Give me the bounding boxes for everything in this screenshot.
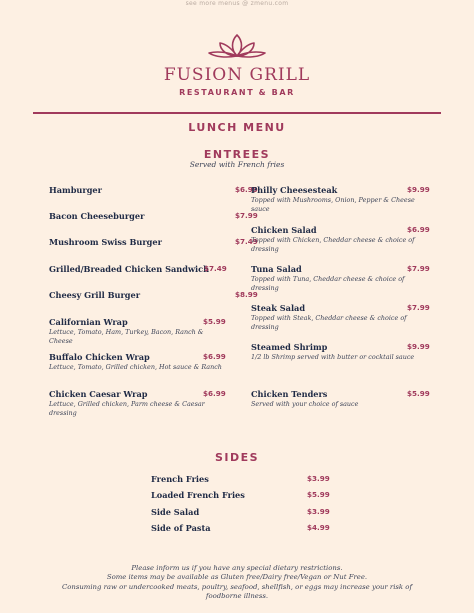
menu-item [49, 237, 259, 247]
item-name: Buffalo Chicken Wrap [49, 352, 150, 362]
item-description: 1/2 lb Shrimp served with butter or cocktail sauce [251, 353, 415, 361]
menu-item [251, 264, 430, 293]
menu-item [251, 303, 430, 332]
header-divider [33, 112, 441, 114]
notice-line: Some items may be available as Gluten free/Dairy free/Vegan or Nut Free. [106, 573, 368, 582]
menu-item [49, 389, 225, 418]
item-name: Chicken Tenders [251, 389, 328, 399]
item-price: $5.99 [203, 317, 226, 326]
item-price: $7.49 [204, 264, 227, 273]
menu-item [251, 225, 430, 254]
side-item [151, 490, 331, 500]
item-description: Lettuce, Tomato, Ham, Turkey, Bacon, Ranch & Cheese [49, 328, 204, 346]
item-description: Topped with Steak, Cheddar cheese & choice of dressing [251, 314, 407, 332]
item-price: $7.99 [407, 264, 430, 273]
item-price: $7.49 [235, 237, 258, 246]
menu-item [251, 342, 430, 362]
item-name: Chicken Caesar Wrap [49, 389, 148, 399]
item-price: $4.99 [307, 523, 330, 532]
watermark: see more menus @ zmenu.com [185, 0, 289, 7]
item-name: Philly Cheesesteak [251, 185, 338, 195]
item-price: $3.99 [307, 474, 330, 483]
side-item [151, 523, 331, 533]
notice-line: Consuming raw or undercooked meats, poultry, seafood, shellfish, or eggs may increase your risk of [61, 582, 413, 591]
restaurant-subtitle: RESTAURANT & BAR [179, 88, 295, 97]
item-name: Bacon Cheeseburger [49, 211, 145, 221]
item-price: $7.99 [407, 303, 430, 312]
restaurant-name: FUSION GRILL [163, 65, 311, 85]
item-name: French Fries [151, 474, 209, 484]
item-price: $5.99 [407, 389, 430, 398]
menu-item [49, 317, 225, 346]
item-description: Topped with Tuna, Cheddar cheese & choice of dressing [251, 275, 405, 293]
item-name: Chicken Salad [251, 225, 317, 235]
item-name: Californian Wrap [49, 317, 128, 327]
item-price: $7.99 [235, 211, 258, 220]
item-price: $6.99 [203, 352, 226, 361]
side-item [151, 507, 331, 517]
side-item [151, 474, 331, 484]
menu-item [49, 185, 259, 195]
menu-item [251, 185, 430, 214]
item-price: $5.99 [307, 490, 330, 499]
menu-item [251, 389, 430, 409]
menu-item [49, 264, 259, 274]
menu-item [49, 211, 259, 221]
item-price: $9.99 [407, 185, 430, 194]
item-name: Steak Salad [251, 303, 306, 313]
sides-title: SIDES [214, 451, 260, 464]
item-name: Grilled/Breaded Chicken Sandwich [49, 264, 210, 274]
menu-item [49, 352, 225, 372]
item-price: $6.99 [407, 225, 430, 234]
notice-line: foodborne illness. [205, 591, 269, 600]
item-description: Topped with Mushrooms, Onion, Pepper & Cheese sauce [251, 196, 415, 214]
item-price: $9.99 [407, 342, 430, 351]
item-name: Side of Pasta [151, 523, 211, 533]
item-price: $6.99 [203, 389, 226, 398]
item-description: Lettuce, Tomato, Grilled chicken, Hot sauce & Ranch [49, 363, 222, 371]
item-description: Served with your choice of sauce [251, 400, 359, 408]
item-description: Lettuce, Grilled chicken, Parm cheese & Caesar dressing [49, 400, 205, 418]
dietary-notice [0, 564, 474, 601]
item-name: Side Salad [151, 507, 200, 517]
item-price: $3.99 [307, 507, 330, 516]
entrees-subtitle: Served with French fries [189, 160, 285, 169]
item-price: $6.99 [235, 185, 258, 194]
item-name: Loaded French Fries [151, 490, 245, 500]
menu-title: LUNCH MENU [188, 121, 286, 134]
notice-line: Please inform us if you have any special dietary restrictions. [131, 564, 343, 572]
item-name: Cheesy Grill Burger [49, 290, 141, 300]
item-description: Topped with Chicken, Cheddar cheese & choice of dressing [251, 236, 415, 254]
item-name: Hamburger [49, 185, 102, 195]
item-name: Steamed Shrimp [251, 342, 328, 352]
menu-item [49, 290, 259, 300]
item-price: $8.99 [235, 290, 258, 299]
entrees-title: ENTREES [203, 148, 271, 161]
item-name: Mushroom Swiss Burger [49, 237, 162, 247]
item-name: Tuna Salad [251, 264, 302, 274]
lotus-icon [206, 32, 268, 60]
